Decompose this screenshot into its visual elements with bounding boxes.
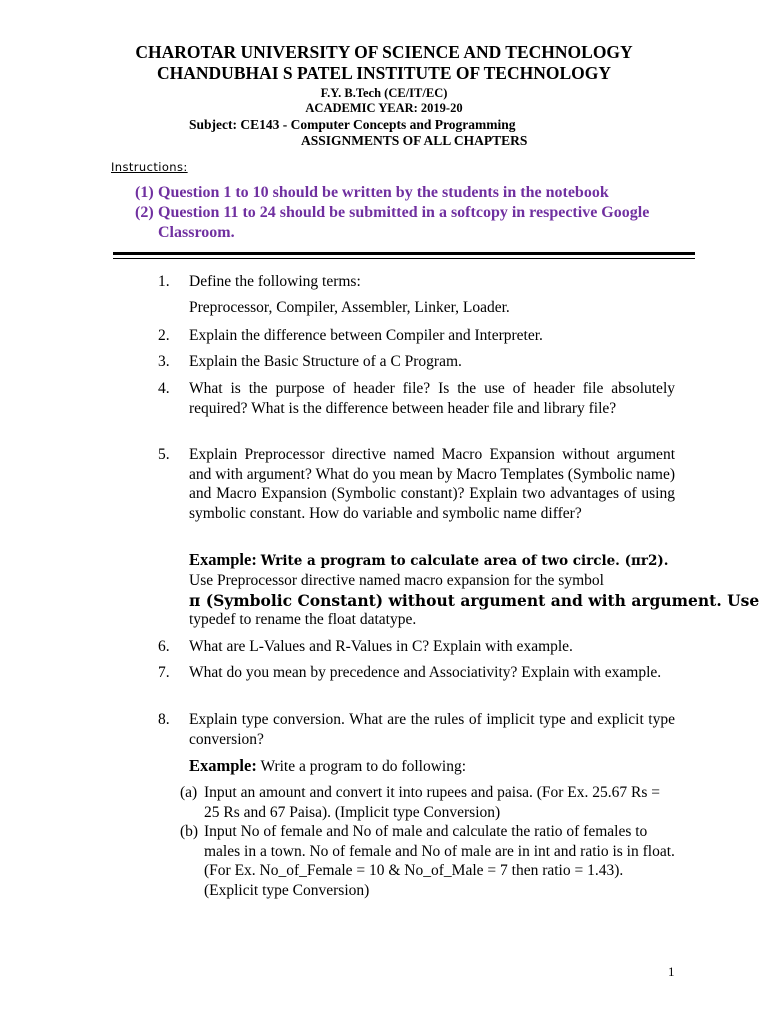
- question-number: 4.: [158, 380, 170, 397]
- question-number: 1.: [158, 273, 170, 290]
- question-text: Explain Preprocessor directive named Macro Expansion without argument and with argument? What do you mean by Macro Templates (Symbolic name) and Macro Expansion (Symbolic constant)? Explain two advantages of using symbolic constant. How do variable and symbolic name differ?: [189, 446, 675, 522]
- subject-line: Subject: CE143 - Computer Concepts and Programming: [189, 117, 516, 132]
- question-text: Explain the Basic Structure of a C Program.: [189, 353, 462, 370]
- instruction-text: Question 1 to 10 should be written by the students in the notebook: [158, 184, 609, 201]
- question-number: 2.: [158, 327, 170, 344]
- sub-item-text: Input No of female and No of male and calculate the ratio of females to males in a town. No of female and No of male are in int and ratio is in float. (For Ex. No_of_Female = 10 & No_of_Male = 7 then ratio = 1.43). (Explicit type Conversion): [204, 823, 675, 899]
- instruction-number: (2): [135, 204, 154, 221]
- example-label: Example:: [189, 550, 257, 569]
- question-extra-text: Preprocessor, Compiler, Assembler, Linker, Loader.: [189, 299, 510, 316]
- instruction-item: [135, 203, 675, 243]
- question-number: 8.: [158, 711, 170, 728]
- instruction-text: Question 11 to 24 should be submitted in a softcopy in respective Google Classroom.: [158, 204, 650, 241]
- instruction-number: (1): [135, 184, 154, 201]
- divider-thick: [113, 252, 695, 255]
- question-text: Define the following terms:: [189, 273, 361, 290]
- example-line: typedef to rename the float datatype.: [189, 611, 417, 628]
- example-line: [189, 550, 668, 572]
- example-line: Use Preprocessor directive named macro expansion for the symbol: [189, 572, 604, 589]
- question-number: 5.: [158, 446, 170, 463]
- question-text: What is the purpose of header file? Is the use of header file absolutely required? What is the difference between header file and library file?: [189, 380, 675, 417]
- question-text: What are L-Values and R-Values in C? Explain with example.: [189, 638, 573, 655]
- example-line: [189, 756, 466, 777]
- question-text: Explain type conversion. What are the rules of implicit type and explicit type conversion?: [189, 711, 675, 748]
- question-number: 6.: [158, 638, 170, 655]
- instructions-label: Instructions:: [111, 160, 188, 174]
- question-text: What do you mean by precedence and Associativity? Explain with example.: [189, 664, 662, 681]
- sub-item-number: (a): [180, 784, 198, 801]
- example-task: Write a program to calculate area of two circle. (πr2).: [260, 553, 669, 569]
- academic-year-line: ACADEMIC YEAR: 2019-20: [305, 101, 463, 115]
- assignments-heading: ASSIGNMENTS OF ALL CHAPTERS: [301, 133, 528, 148]
- sub-item-text: Input an amount and convert it into rupees and paisa. (For Ex. 25.67 Rs = 25 Rs and 67 Paisa). (Implicit type Conversion): [204, 784, 661, 821]
- example-label: Example:: [189, 756, 257, 775]
- page-number: 1: [668, 964, 675, 979]
- institute-title: CHANDUBHAI S PATEL INSTITUTE OF TECHNOLOGY: [157, 63, 611, 83]
- university-title: CHAROTAR UNIVERSITY OF SCIENCE AND TECHNOLOGY: [135, 42, 633, 62]
- example-task: Write a program to do following:: [260, 758, 467, 775]
- question-text: Explain the difference between Compiler and Interpreter.: [189, 327, 543, 344]
- sub-item-number: (b): [180, 823, 199, 840]
- example-line: π (Symbolic Constant) without argument and with argument. Use: [189, 591, 760, 610]
- question-number: 3.: [158, 353, 170, 370]
- instruction-item: [135, 183, 695, 203]
- question-number: 7.: [158, 664, 170, 681]
- program-line: F.Y. B.Tech (CE/IT/EC): [320, 86, 448, 100]
- divider-thin: [113, 258, 695, 259]
